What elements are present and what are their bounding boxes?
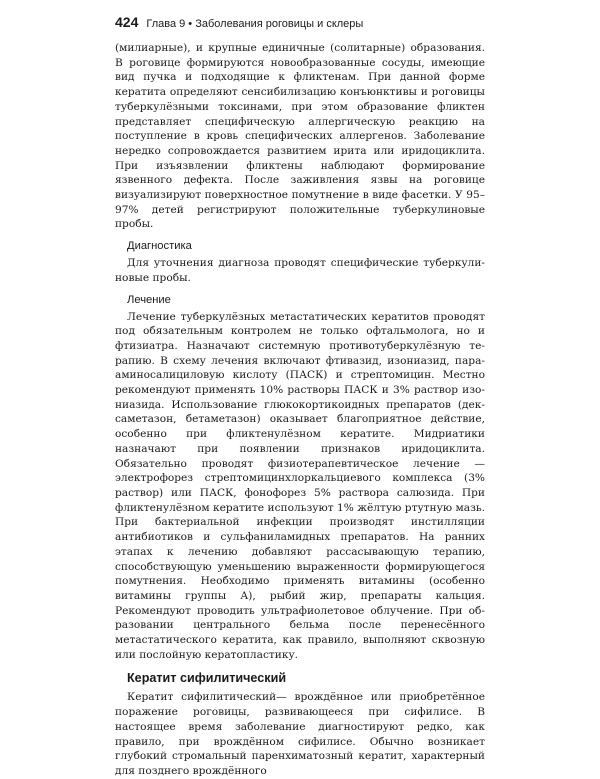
diagnostics-paragraph: Для уточнения диагноза проводят специфические туберкулиновые пробы.	[115, 257, 485, 284]
diagnostics-heading: Диагностика	[127, 240, 192, 253]
syphilitic-keratitis-paragraph: Кератит сифилитический— врождённое или приобретённое поражение роговицы, развивающееся при сифилисе. В настоящее время заболевание диагностируют редко, как правило, при врождённом сифилисе. Обычно возникает глубокий стромальный паренхиматозный кератит, характерный для позднего врождённого	[115, 691, 485, 777]
book-page	[115, 14, 485, 779]
running-head: Глава 9 • Заболевания роговицы и склеры	[146, 18, 364, 30]
syphilitic-keratitis-heading: Кератит сифилитический	[127, 671, 287, 686]
page-header	[115, 14, 485, 36]
page-number: 424	[115, 14, 139, 30]
treatment-heading: Лечение	[127, 293, 171, 306]
treatment-paragraph: Лечение туберкулёзных метастатических кератитов проводят под обязательным контролем не только офтальмолога, но и фтизиатра. Назначают системную противотуберкулёзную терапию. В схему лечения включают фтивазид, изониазид, парааминосалициловую кислоту (ПАСК) и стрептомицин. Местно рекомендуют применять 10% растворы ПАСК и 3% раствор изониазида. Использование глюкокортикоидных препаратов (дексаметазон, бетаметазон) оказывает благоприятное действие, особенно при фликтенулёзном кератите. Мидриатики назначают при появлении признаков иридоциклита. Обязательно проводят физиотерапевтическое лечение — электрофорез стрептомицинхлоркальциевого комплекса (3% раствор) или ПАСК, фонофорез 5% раствора салюзида. При фликтенулёзном кератите используют 1% жёлтую ртутную мазь. При бактериальной инфекции производят инстилляции антибиотиков и сульфаниламидных препаратов. На ранних этапах к лечению добавляют рассасывающую терапию, способствующую уменьшению выраженности формирующегося помутнения. Необходимо применять витамины (особенно витамины группы А), рыбий жир, препараты кальция. Рекомендуют проводить ультрафиолетовое облучение. При образовании центрального бельма после перенесённого метастатического кератита, как правило, выполняют сквозную или послойную кератопластику.	[115, 310, 485, 661]
intro-paragraph: (милиарные), и крупные единичные (солитарные) образования. В роговице формируются новообразованные сосуды, имеющие вид пучка и подходящие к фликтенам. При данной форме кератита определяют сенсибилизацию конъюнктивы и роговицы туберкулёзными токсинами, при этом образование фликтен представляет специфическую аллергическую реакцию на поступление в кровь специфических аллергенов. Заболевание нередко сопровождается развитием ирита или иридоциклита. При изъязвлении фликтены наблюдают формирование язвенного дефекта. После заживления язвы на роговице визуализируют поверхностное помутнение в виде фасетки. У 95–97% детей регистрируют положительные туберкулиновые пробы.	[115, 42, 485, 231]
